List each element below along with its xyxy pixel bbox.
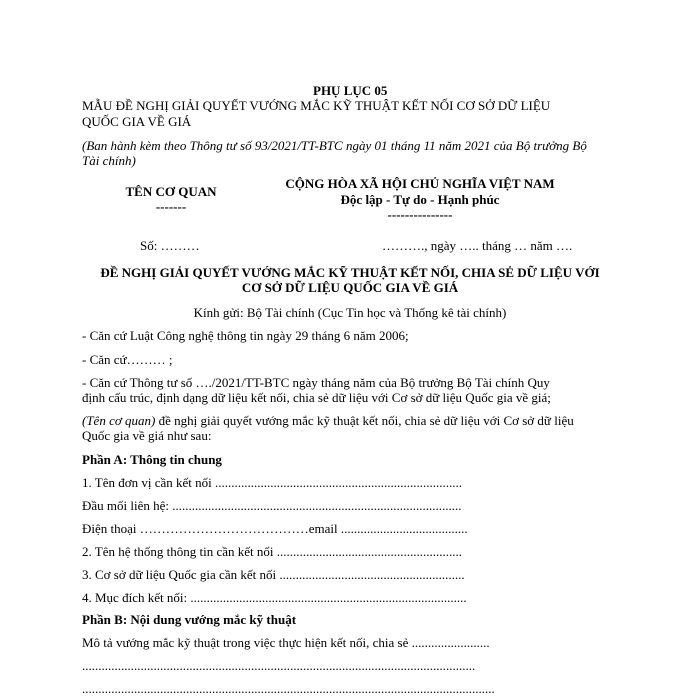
- form-title-line1: MẪU ĐỀ NGHỊ GIẢI QUYẾT VƯỚNG MẮC KỸ THUẬT KẾT NỐI CƠ SỞ DỮ LIỆU: [82, 98, 551, 113]
- motto-rule: ---------------: [387, 207, 453, 222]
- agency-rule: -------: [155, 199, 187, 214]
- appendix-label: PHỤ LỤC 05: [313, 83, 388, 98]
- legal-basis-3-line2: định cấu trúc, định dạng dữ liệu kết nối, chia sẻ dữ liệu với Cơ sở dữ liệu Quốc gia về giá;: [82, 390, 551, 405]
- field-purpose: 4. Mục đích kết nối: .....................................................................................: [82, 590, 467, 605]
- issuance-note-line1: (Ban hành kèm theo Thông tư số 93/2021/TT-BTC ngày 01 tháng 11 năm 2021 của Bộ trưởng Bộ: [82, 138, 587, 153]
- issue-description: Mô tả vướng mắc kỹ thuật trong việc thực hiện kết nối, chia sẻ ........................: [82, 635, 490, 650]
- document-title-line1: ĐỀ NGHỊ GIẢI QUYẾT VƯỚNG MẮC KỸ THUẬT KẾT NỐI, CHIA SẺ DỮ LIỆU VỚI: [100, 265, 600, 280]
- date-line: ………., ngày ….. tháng … năm ….: [382, 238, 573, 253]
- blank-line: .........................................................................................................................: [82, 658, 476, 673]
- field-contact-point: Đầu mối liên hệ: .........................................................................................: [82, 498, 462, 513]
- legal-basis-3-line1: - Căn cứ Thông tư số …./2021/TT-BTC ngày tháng năm của Bộ trưởng Bộ Tài chính Quy: [82, 375, 550, 390]
- document-title-line2: CƠ SỞ DỮ LIỆU QUỐC GIA VỀ GIÁ: [241, 280, 459, 295]
- request-line1: [82, 413, 574, 429]
- part-b-heading: Phần B: Nội dung vướng mắc kỹ thuật: [82, 612, 297, 627]
- national-motto: Độc lập - Tự do - Hạnh phúc: [340, 192, 500, 207]
- part-a-heading: Phần A: Thông tin chung: [82, 452, 222, 467]
- issuance-note-line2: Tài chính): [82, 153, 136, 168]
- form-title-line2: QUỐC GIA VỀ GIÁ: [82, 114, 192, 129]
- field-phone-email: Điện thoại …………………………………email .......................................: [82, 521, 468, 536]
- agency-name: TÊN CƠ QUAN: [125, 184, 217, 199]
- request-line2: Quốc gia về giá như sau:: [82, 428, 212, 443]
- recipient-line: Kính gửi: Bộ Tài chính (Cục Tin học và Thống kê tài chính): [193, 305, 507, 320]
- field-unit-name: 1. Tên đơn vị cần kết nối ............................................................................: [82, 475, 462, 490]
- request-agency-placeholder: (Tên cơ quan): [82, 413, 156, 428]
- legal-basis-1: - Căn cứ Luật Công nghệ thông tin ngày 29 tháng 6 năm 2006;: [82, 328, 409, 343]
- blank-line: ...............................................................................................................................: [82, 681, 495, 696]
- request-text: đề nghị giải quyết vướng mắc kỹ thuật kết nối, chia sẻ dữ liệu với Cơ sở dữ liệu: [155, 413, 574, 428]
- national-title: CỘNG HÒA XÃ HỘI CHỦ NGHĨA VIỆT NAM: [285, 176, 555, 191]
- field-system-name: 2. Tên hệ thống thông tin cần kết nối .........................................................: [82, 544, 462, 559]
- document-number: Số: ………: [140, 238, 200, 253]
- legal-basis-2: - Căn cứ……… ;: [82, 352, 173, 367]
- field-national-database: 3. Cơ sở dữ liệu Quốc gia cần kết nối .........................................................: [82, 567, 465, 582]
